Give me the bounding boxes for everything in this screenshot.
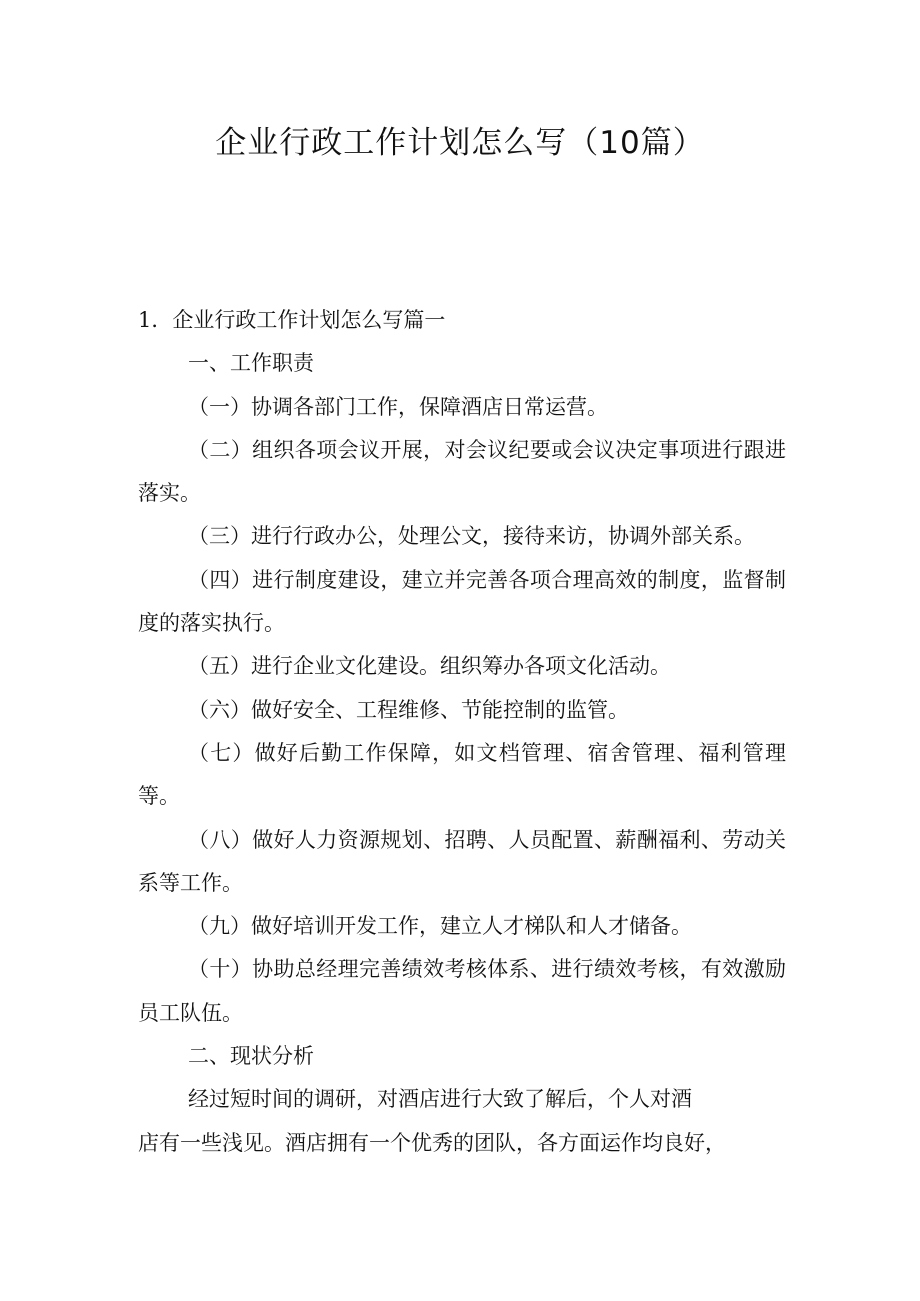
paragraph-duty-8: （八）做好人力资源规划、招聘、人员配置、薪酬福利、劳动关系等工作。 <box>138 827 786 895</box>
paragraph-duty-3: （三）进行行政办公，处理公文，接待来访，协调外部关系。 <box>188 524 755 549</box>
paragraph-analysis-text <box>138 1078 786 1165</box>
document-body <box>138 299 786 1165</box>
paragraph-duty-5: （五）进行企业文化建设。组织筹办各项文化活动。 <box>188 654 671 679</box>
section-title: 1．企业行政工作计划怎么写篇一 <box>138 308 446 332</box>
analysis-line-1: 经过短时间的调研，对酒店进行大致了解后，个人对酒 <box>188 1087 692 1112</box>
paragraph-duty-10: （十）协助总经理完善绩效考核体系、进行绩效考核，有效激励员工队伍。 <box>138 957 786 1025</box>
paragraph-duty-2: （二）组织各项会议开展，对会议纪要或会议决定事项进行跟进落实。 <box>138 437 786 506</box>
paragraph-duty-9: （九）做好培训开发工作，建立人才梯队和人才储备。 <box>188 914 692 939</box>
paragraph-duty-4: （四）进行制度建设，建立并完善各项合理高效的制度，监督制度的落实执行。 <box>138 567 786 636</box>
document-title: 企业行政工作计划怎么写（10篇） <box>215 125 705 161</box>
paragraph-duty-7: （七）做好后勤工作保障，如文档管理、宿舍管理、福利管理等。 <box>138 740 786 809</box>
paragraph-analysis-heading: 二、现状分析 <box>188 1044 314 1069</box>
paragraph-duty-1: （一）协调各部门工作，保障酒店日常运营。 <box>188 394 608 419</box>
analysis-line-2: 店有一些浅见。酒店拥有一个优秀的团队，各方面运作均良好， <box>138 1130 726 1155</box>
paragraph-duty-6: （六）做好安全、工程维修、节能控制的监管。 <box>188 697 629 722</box>
paragraph-duties-heading: 一、工作职责 <box>188 351 314 376</box>
